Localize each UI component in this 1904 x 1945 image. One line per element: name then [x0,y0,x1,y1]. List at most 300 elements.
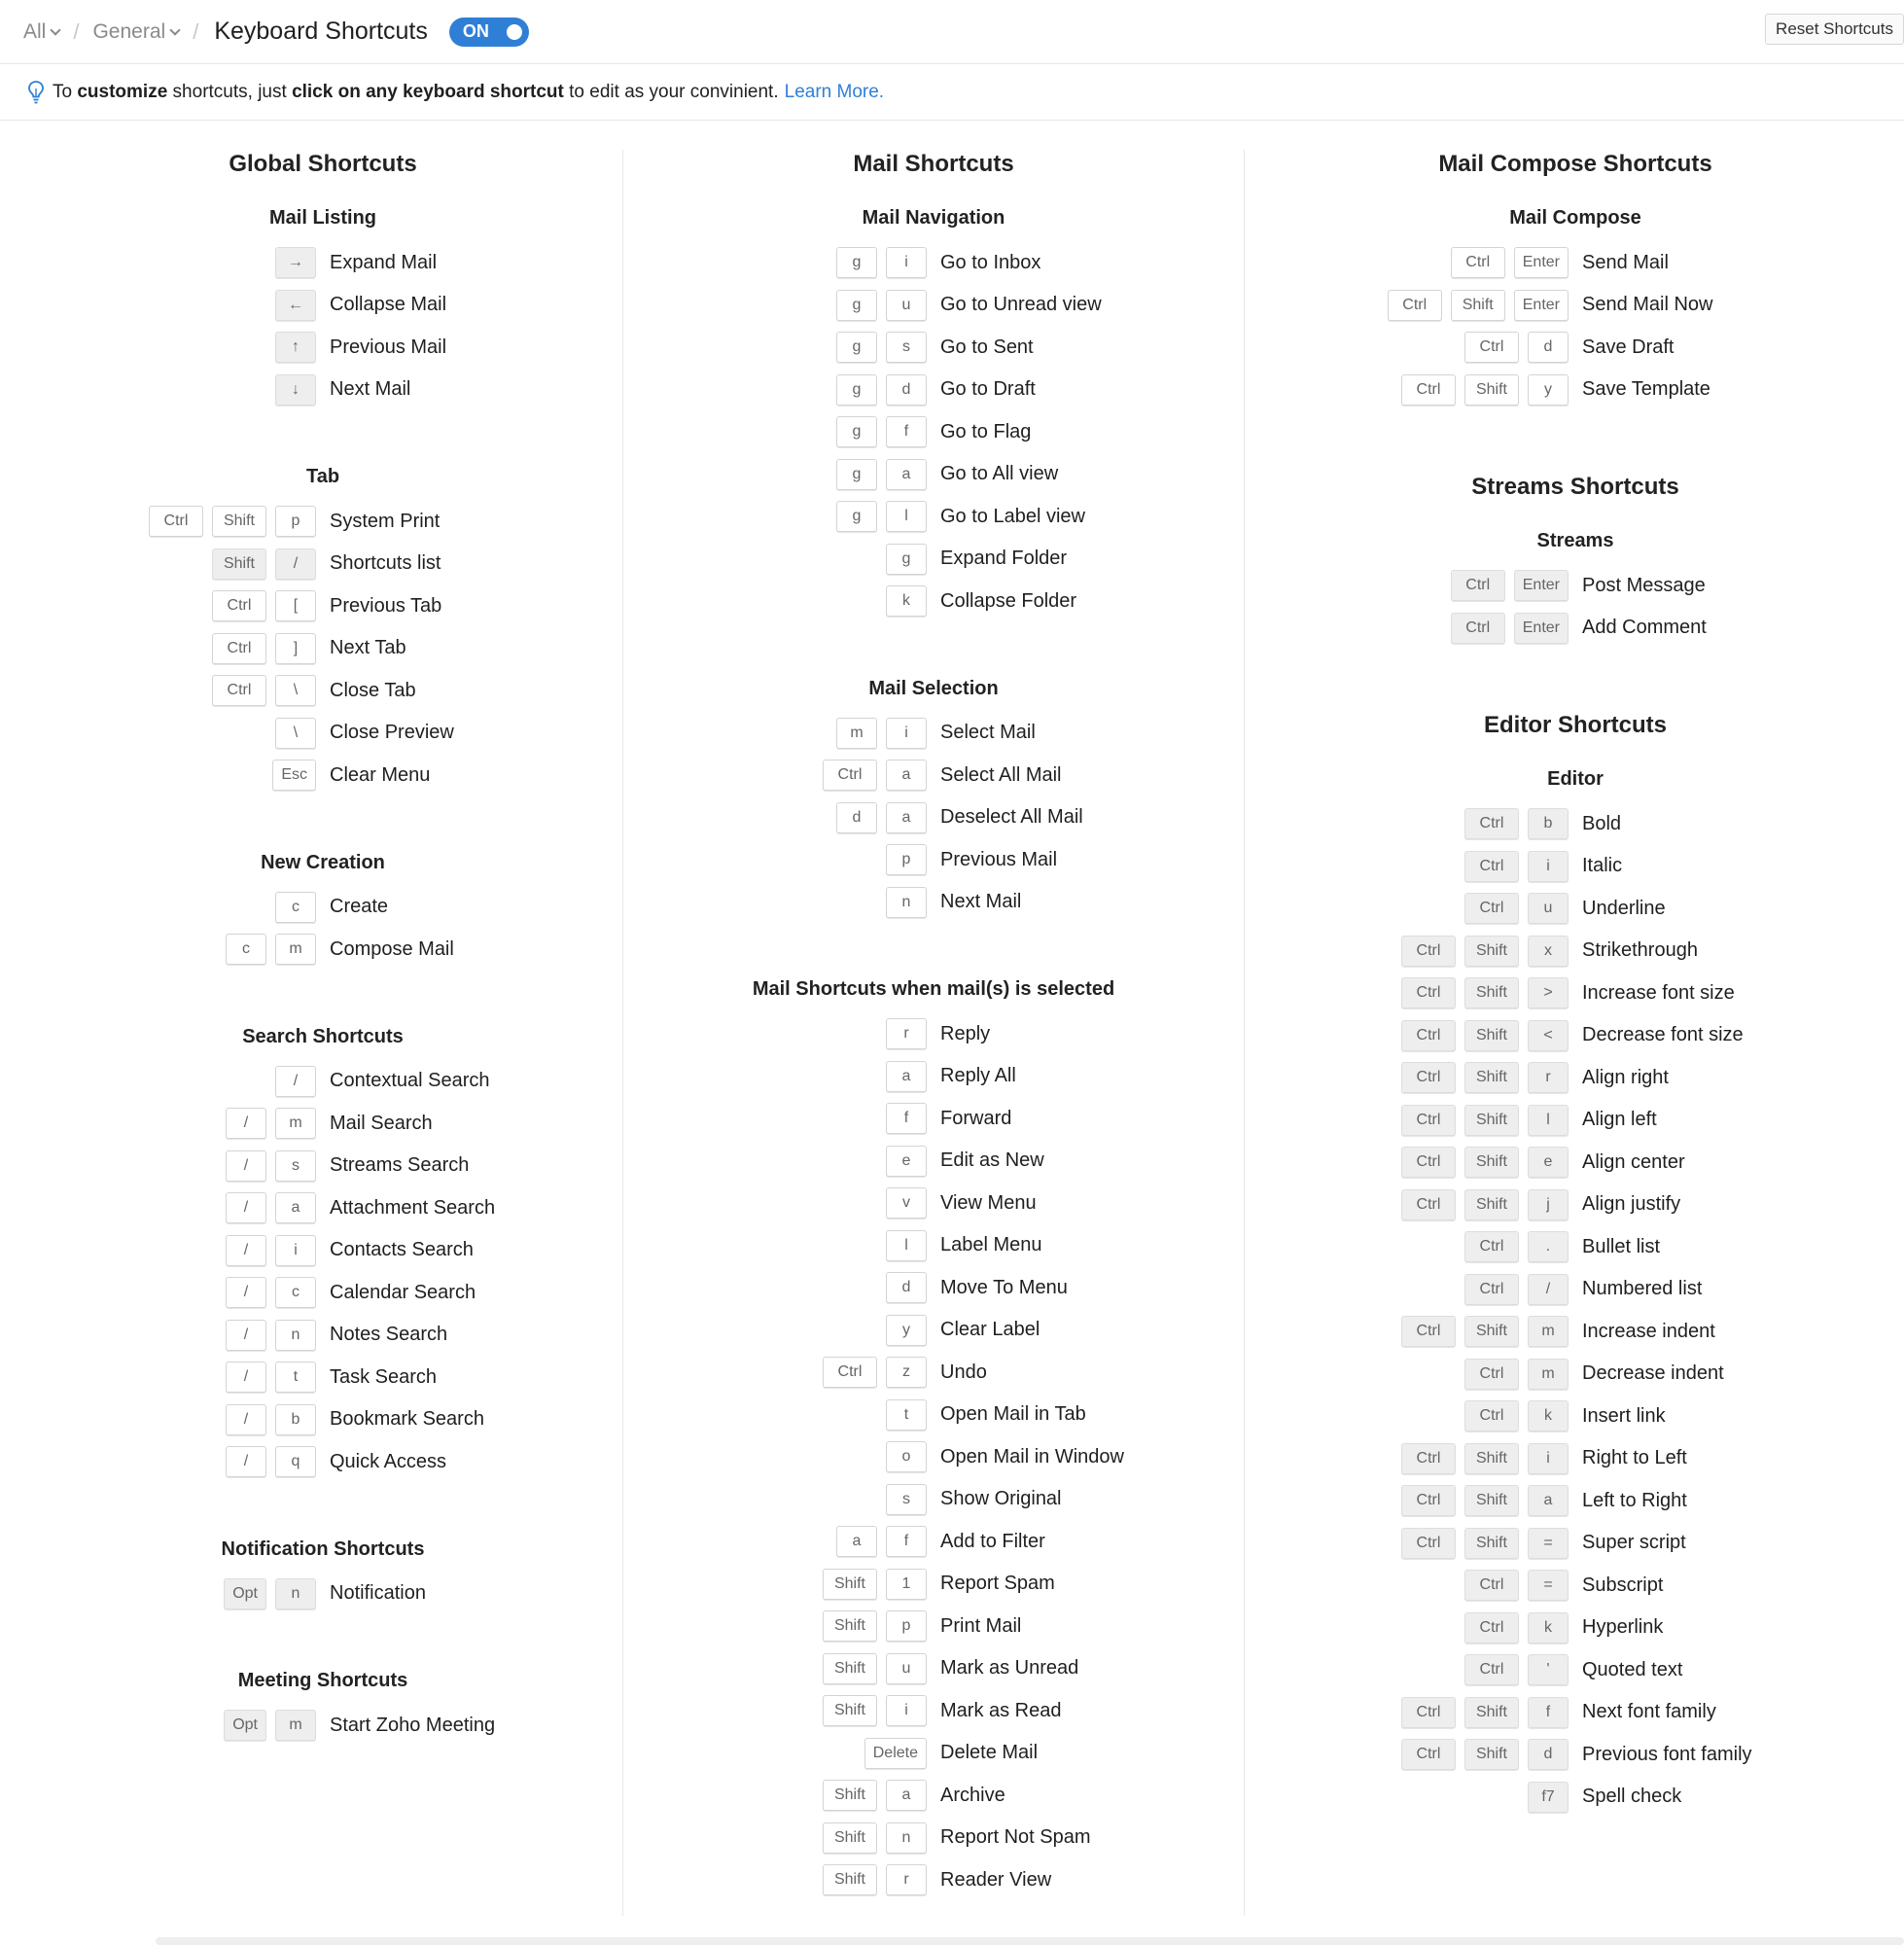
key-cap[interactable]: n [275,1320,316,1351]
shortcut-keys[interactable] [1379,289,1569,322]
key-cap[interactable]: Esc [272,760,316,791]
key-cap[interactable]: c [275,892,316,923]
key-cap[interactable]: . [1528,1231,1569,1262]
key-cap[interactable]: l [886,501,927,532]
key-cap[interactable]: Shift [1464,1062,1519,1093]
key-cap[interactable]: > [1528,977,1569,1008]
key-cap[interactable]: f7 [1528,1782,1569,1813]
chevron-down-icon [51,24,61,35]
key-cap[interactable]: = [1528,1528,1569,1559]
key-cap[interactable]: r [886,1018,927,1049]
key-cap[interactable]: = [1528,1570,1569,1601]
key-cap[interactable]: g [836,501,877,532]
shortcut-row-reader-view[interactable] [0,1863,1904,1896]
shortcut-label: Calendar Search [330,1281,476,1303]
key-cap[interactable]: Ctrl [1401,1189,1456,1220]
shortcut-label: Collapse Mail [330,294,447,315]
key-cap[interactable]: Enter [1514,613,1569,644]
key-cap[interactable]: Shift [1464,977,1519,1008]
shortcut-row-add-comment[interactable] [0,612,1904,645]
key-cap[interactable]: f [886,1526,927,1557]
shortcut-row-numbered-list[interactable] [0,1273,1904,1306]
shortcut-keys[interactable] [1442,569,1569,602]
key-cap[interactable]: Opt [224,1710,266,1741]
shortcut-label: Delete Mail [940,1742,1039,1763]
key-cap[interactable]: v [886,1187,927,1219]
key-cap[interactable]: k [1528,1400,1569,1432]
key-cap[interactable]: a [886,1780,927,1811]
shortcut-row-align-center[interactable] [0,1146,1904,1179]
section-title: Mail Shortcuts [853,151,1014,177]
key-cap[interactable]: i [886,718,927,749]
shortcut-row-strikethrough[interactable] [0,935,1904,968]
key-cap[interactable]: t [886,1399,927,1431]
shortcut-keys[interactable] [828,458,927,491]
breadcrumb-all[interactable] [23,20,59,44]
key-cap[interactable]: g [836,459,877,490]
key-cap[interactable]: Ctrl [1401,374,1456,406]
key-cap[interactable]: p [886,1610,927,1642]
key-cap[interactable]: Shift [212,506,266,537]
key-cap[interactable]: [ [275,590,316,621]
key-cap[interactable]: Ctrl [1451,570,1505,601]
key-cap[interactable]: Ctrl [1451,247,1505,278]
shortcut-row-align-left[interactable] [0,1104,1904,1137]
key-cap[interactable]: \ [275,718,316,749]
shortcut-keys[interactable] [1456,1653,1569,1686]
key-cap[interactable]: Shift [1464,1443,1519,1474]
shortcut-label: Mark as Unread [940,1657,1079,1679]
shortcut-row-post-message[interactable] [0,569,1904,602]
shortcut-keys[interactable] [1456,1230,1569,1263]
key-cap[interactable]: / [275,1066,316,1097]
key-cap[interactable]: Ctrl [1401,1147,1456,1178]
shortcut-keys[interactable] [1442,612,1569,645]
shortcut-row-save-template[interactable] [0,373,1904,407]
key-cap[interactable]: / [226,1277,266,1308]
shortcut-row-insert-link[interactable] [0,1399,1904,1432]
shortcut-keys[interactable] [1393,1061,1569,1094]
shortcut-label: Italic [1582,855,1623,876]
key-cap[interactable]: a [886,760,927,791]
key-cap[interactable]: j [1528,1189,1569,1220]
key-cap[interactable]: p [275,506,316,537]
key-cap[interactable]: s [886,332,927,363]
key-cap[interactable]: / [226,1150,266,1182]
shortcut-label: Decrease font size [1582,1024,1744,1045]
key-cap[interactable]: ↑ [275,332,316,363]
key-cap[interactable]: i [275,1235,316,1266]
key-cap[interactable]: a [886,802,927,833]
key-cap[interactable]: Ctrl [1401,1697,1456,1728]
shortcut-label: Go to Sent [940,336,1034,358]
shortcut-keys[interactable] [1456,807,1569,840]
key-cap[interactable]: u [886,1653,927,1684]
shortcut-row-italic[interactable] [0,850,1904,883]
shortcut-keys[interactable] [1456,1611,1569,1644]
shortcut-label: Contextual Search [330,1070,490,1091]
shortcut-keys[interactable] [1456,1569,1569,1602]
shortcut-row-super-script[interactable] [0,1527,1904,1560]
shortcut-keys[interactable] [1456,331,1569,364]
shortcut-keys[interactable] [814,1821,927,1855]
shortcut-label: Quick Access [330,1450,447,1472]
key-cap[interactable]: Ctrl [1464,893,1519,924]
key-cap[interactable]: r [886,1864,927,1895]
key-cap[interactable]: f [886,416,927,447]
key-cap[interactable]: d [886,374,927,406]
key-cap[interactable]: z [886,1357,927,1388]
info-text-bold-2: click on any keyboard shortcut [292,81,564,102]
shortcut-label: Label Menu [940,1234,1042,1255]
shortcut-row-go-to-flag[interactable] [0,415,1904,448]
key-cap[interactable]: Shift [1464,374,1519,406]
key-cap[interactable]: < [1528,1020,1569,1051]
key-cap[interactable]: d [886,1272,927,1303]
shortcut-row-align-right[interactable] [0,1061,1904,1094]
shortcut-label: Compose Mail [330,937,454,960]
shortcut-keys[interactable] [1393,1442,1569,1475]
key-cap[interactable]: f [1528,1697,1569,1728]
shortcut-label: Post Message [1582,574,1706,596]
shortcut-row-select-all-mail[interactable] [0,759,1904,792]
key-cap[interactable]: Shift [823,1822,877,1854]
key-cap[interactable]: a [275,1192,316,1223]
key-cap[interactable]: Ctrl [212,633,266,664]
shortcut-keys[interactable] [1393,1738,1569,1771]
key-cap[interactable]: a [886,1061,927,1092]
shortcut-row-send-mail[interactable] [0,246,1904,279]
shortcut-keys[interactable] [1393,1146,1569,1179]
shortcut-keys[interactable] [1393,373,1569,407]
key-cap[interactable]: a [1528,1485,1569,1516]
key-cap[interactable]: f [886,1103,927,1134]
shortcut-row-decrease-indent[interactable] [0,1358,1904,1391]
key-cap[interactable]: Ctrl [1464,1400,1519,1432]
key-cap[interactable]: l [1528,1105,1569,1136]
key-cap[interactable]: / [226,1192,266,1223]
breadcrumb-separator: / [73,18,80,44]
shortcut-row-align-justify[interactable] [0,1188,1904,1221]
group-title: Mail Shortcuts when mail(s) is selected [752,978,1115,1000]
key-cap[interactable]: ↓ [275,374,316,406]
key-cap[interactable]: / [226,1235,266,1266]
key-cap[interactable]: Enter [1514,247,1569,278]
shortcut-row-hyperlink[interactable] [0,1611,1904,1644]
key-cap[interactable]: Ctrl [1401,936,1456,967]
key-cap[interactable]: d [1528,332,1569,363]
shortcuts-toggle[interactable] [449,18,529,47]
shortcut-label: Expand Folder [940,548,1068,569]
shortcut-keys[interactable] [1393,976,1569,1009]
key-cap[interactable]: m [1528,1359,1569,1390]
key-cap[interactable]: i [1528,851,1569,882]
key-cap[interactable]: e [886,1146,927,1177]
shortcut-label: Next font family [1582,1701,1716,1722]
key-cap[interactable]: c [226,934,266,965]
shortcut-keys[interactable] [1393,1527,1569,1560]
key-cap[interactable]: Shift [1464,1485,1519,1516]
key-cap[interactable]: Shift [1464,1147,1519,1178]
key-cap[interactable]: Shift [823,1653,877,1684]
shortcut-keys[interactable] [1393,1484,1569,1517]
key-cap[interactable]: Ctrl [1401,1316,1456,1347]
key-cap[interactable]: Ctrl [1464,808,1519,839]
shortcut-keys[interactable] [828,415,927,448]
key-cap[interactable]: Shift [1464,1739,1519,1770]
shortcut-row-underline[interactable] [0,892,1904,925]
key-cap[interactable]: n [275,1578,316,1609]
shortcut-label: Clear Label [940,1319,1040,1340]
key-cap[interactable]: ] [275,633,316,664]
key-cap[interactable]: Ctrl [1388,290,1442,321]
key-cap[interactable]: l [886,1230,927,1261]
key-cap[interactable]: Shift [1464,1105,1519,1136]
shortcut-keys[interactable] [1393,1188,1569,1221]
shortcut-label: Right to Left [1582,1447,1687,1468]
shortcut-row-go-to-label-view[interactable] [0,500,1904,533]
key-cap[interactable]: Ctrl [1464,1231,1519,1262]
key-cap[interactable]: Shift [1464,1189,1519,1220]
key-cap[interactable]: Ctrl [1464,851,1519,882]
key-cap[interactable]: Ctrl [823,760,877,791]
key-cap[interactable]: → [275,247,316,278]
key-cap[interactable]: Shift [212,548,266,580]
shortcut-keys[interactable] [1393,1696,1569,1729]
shortcut-label: Select Mail [940,722,1036,743]
key-cap[interactable]: Delete [864,1738,927,1769]
key-cap[interactable]: e [1528,1147,1569,1178]
key-cap[interactable]: Ctrl [212,675,266,706]
shortcut-label: Increase indent [1582,1320,1715,1342]
key-cap[interactable]: Ctrl [1401,1105,1456,1136]
key-cap[interactable]: o [886,1441,927,1472]
shortcut-row-quoted-text[interactable] [0,1653,1904,1686]
shortcut-label: Contacts Search [330,1239,474,1260]
shortcut-label: Open Mail in Window [940,1445,1124,1468]
key-cap[interactable]: n [886,887,927,918]
key-cap[interactable]: g [836,416,877,447]
shortcut-label: Report Not Spam [940,1826,1091,1848]
key-cap[interactable]: t [275,1362,316,1393]
reset-shortcuts-button[interactable]: Reset Shortcuts [1765,14,1904,45]
shortcut-row-right-to-left[interactable] [0,1442,1904,1475]
key-cap[interactable]: Ctrl [1401,1443,1456,1474]
shortcut-row-left-to-right[interactable] [0,1484,1904,1517]
key-cap[interactable]: Shift [1451,290,1505,321]
key-cap[interactable]: Ctrl [1464,332,1519,363]
shortcut-keys[interactable] [1393,1315,1569,1348]
key-cap[interactable]: Ctrl [1401,1485,1456,1516]
key-cap[interactable]: i [886,247,927,278]
key-cap[interactable]: b [1528,808,1569,839]
key-cap[interactable]: Ctrl [1464,1359,1519,1390]
key-cap[interactable]: Shift [1464,1528,1519,1559]
shortcut-label: Increase font size [1582,981,1735,1004]
shortcut-row-bullet-list[interactable] [0,1230,1904,1263]
key-cap[interactable]: y [1528,374,1569,406]
key-cap[interactable]: Shift [823,1695,877,1726]
key-cap[interactable]: / [226,1362,266,1393]
key-cap[interactable]: p [886,844,927,875]
shortcut-keys[interactable] [1456,1399,1569,1432]
shortcut-row-save-draft[interactable] [0,331,1904,364]
key-cap[interactable]: r [1528,1062,1569,1093]
shortcut-label: Undo [940,1361,987,1383]
key-cap[interactable]: Ctrl [1401,1062,1456,1093]
shortcut-label: Underline [1582,897,1666,919]
section-title: Mail Compose Shortcuts [1438,151,1712,177]
key-cap[interactable]: ← [275,290,316,321]
key-cap[interactable]: / [226,1446,266,1477]
shortcut-row-subscript[interactable] [0,1569,1904,1602]
key-cap[interactable]: k [1528,1612,1569,1644]
key-cap[interactable]: Enter [1514,570,1569,601]
shortcut-row-bold[interactable] [0,807,1904,840]
key-cap[interactable]: Ctrl [1464,1274,1519,1305]
key-cap[interactable]: \ [275,675,316,706]
shortcut-keys[interactable] [1456,1358,1569,1391]
key-cap[interactable]: m [1528,1316,1569,1347]
key-cap[interactable]: m [275,1108,316,1139]
key-cap[interactable]: i [886,1695,927,1726]
key-cap[interactable]: c [275,1277,316,1308]
key-cap[interactable]: a [886,459,927,490]
key-cap[interactable]: u [886,290,927,321]
key-cap[interactable]: Ctrl [149,506,203,537]
shortcut-row-previous-font-family[interactable] [0,1738,1904,1771]
shortcut-row-report-not-spam[interactable] [0,1821,1904,1855]
shortcut-row-send-mail-now[interactable] [0,289,1904,322]
key-cap[interactable]: Ctrl [1401,1528,1456,1559]
shortcut-keys[interactable] [1442,246,1569,279]
key-cap[interactable]: y [886,1315,927,1346]
shortcut-label: Bullet list [1582,1235,1661,1257]
key-cap[interactable]: Ctrl [823,1357,877,1388]
key-cap[interactable]: 1 [886,1569,927,1600]
key-cap[interactable]: g [836,290,877,321]
key-cap[interactable]: / [275,548,316,580]
key-cap[interactable]: g [836,374,877,406]
key-cap[interactable]: g [886,544,927,575]
group-title: Search Shortcuts [242,1025,404,1047]
shortcut-keys[interactable] [1393,935,1569,968]
shortcut-keys[interactable] [1393,1019,1569,1052]
key-cap[interactable]: Ctrl [1464,1654,1519,1685]
key-cap[interactable]: x [1528,936,1569,967]
section-title: Editor Shortcuts [1483,712,1668,738]
key-cap[interactable]: k [886,585,927,617]
key-cap[interactable]: m [275,1710,316,1741]
key-cap[interactable]: Shift [823,1864,877,1895]
key-cap[interactable]: Ctrl [1451,613,1505,644]
key-cap[interactable]: u [1528,893,1569,924]
shortcut-keys[interactable] [203,674,316,707]
shortcut-row-next-font-family[interactable] [0,1696,1904,1729]
key-cap[interactable]: Shift [823,1610,877,1642]
shortcut-label: Notification [330,1582,426,1604]
shortcut-label: Go to Label view [940,505,1085,527]
shortcut-row-spell-check[interactable] [0,1781,1904,1814]
shortcut-label: Align justify [1582,1193,1681,1215]
shortcut-row-decrease-font-size[interactable] [0,1019,1904,1052]
key-cap[interactable]: ' [1528,1654,1569,1685]
group-title: New Creation [261,851,385,873]
key-cap[interactable]: Ctrl [1464,1612,1519,1644]
shortcut-keys[interactable] [1519,1781,1569,1814]
breadcrumb-separator: / [193,18,199,44]
key-cap[interactable]: / [226,1108,266,1139]
key-cap[interactable]: Ctrl [1401,1739,1456,1770]
learn-more-link[interactable]: Learn More. [784,81,885,102]
key-cap[interactable]: i [1528,1443,1569,1474]
shortcut-label: Open Mail in Tab [940,1403,1086,1425]
key-cap[interactable]: Opt [224,1578,266,1609]
key-cap[interactable]: Ctrl [212,590,266,621]
key-cap[interactable]: g [836,247,877,278]
key-cap[interactable]: n [886,1822,927,1854]
shortcut-row-increase-indent[interactable] [0,1315,1904,1348]
key-cap[interactable]: g [836,332,877,363]
key-cap[interactable]: / [226,1320,266,1351]
key-cap[interactable]: d [836,802,877,833]
shortcut-label: Numbered list [1582,1278,1703,1299]
breadcrumb-general[interactable] [92,20,179,44]
shortcut-keys[interactable] [814,759,927,792]
shortcut-label: Forward [940,1107,1012,1129]
key-cap[interactable]: Enter [1514,290,1569,321]
shortcut-keys[interactable] [1393,1104,1569,1137]
shortcut-keys[interactable] [1456,1273,1569,1306]
key-cap[interactable]: / [226,1404,266,1435]
shortcut-label: Save Draft [1582,336,1675,358]
shortcut-label: Subscript [1582,1574,1664,1596]
key-cap[interactable]: Shift [1464,1316,1519,1347]
shortcut-label: Reply [940,1022,991,1044]
shortcut-keys[interactable] [828,500,927,533]
key-cap[interactable]: Shift [823,1569,877,1600]
key-cap[interactable]: d [1528,1739,1569,1770]
shortcut-row-increase-font-size[interactable] [0,976,1904,1009]
key-cap[interactable]: a [836,1526,877,1557]
key-cap[interactable]: Shift [1464,1697,1519,1728]
shortcut-keys[interactable] [1456,850,1569,883]
shortcut-label: Align center [1582,1150,1685,1173]
key-cap[interactable]: / [1528,1274,1569,1305]
top-bar [0,0,1904,64]
key-cap[interactable]: Ctrl [1464,1570,1519,1601]
shortcut-label: Archive [940,1784,1005,1806]
shortcut-label: Previous Mail [330,336,447,358]
key-cap[interactable]: Shift [823,1780,877,1811]
key-cap[interactable]: Shift [1464,1020,1519,1051]
shortcut-label: Show Original [940,1488,1062,1509]
key-cap[interactable]: s [886,1484,927,1515]
key-cap[interactable]: m [275,934,316,965]
key-cap[interactable]: Ctrl [1401,977,1456,1008]
shortcut-keys[interactable] [814,1863,927,1896]
key-cap[interactable]: Shift [1464,936,1519,967]
shortcut-keys[interactable] [1456,892,1569,925]
shortcut-keys[interactable] [828,717,927,750]
key-cap[interactable]: q [275,1446,316,1477]
key-cap[interactable]: b [275,1404,316,1435]
horizontal-scrollbar[interactable] [156,1937,1904,1945]
key-cap[interactable]: s [275,1150,316,1182]
key-cap[interactable]: m [836,718,877,749]
key-cap[interactable]: Ctrl [1401,1020,1456,1051]
shortcut-label: Go to Flag [940,420,1032,442]
